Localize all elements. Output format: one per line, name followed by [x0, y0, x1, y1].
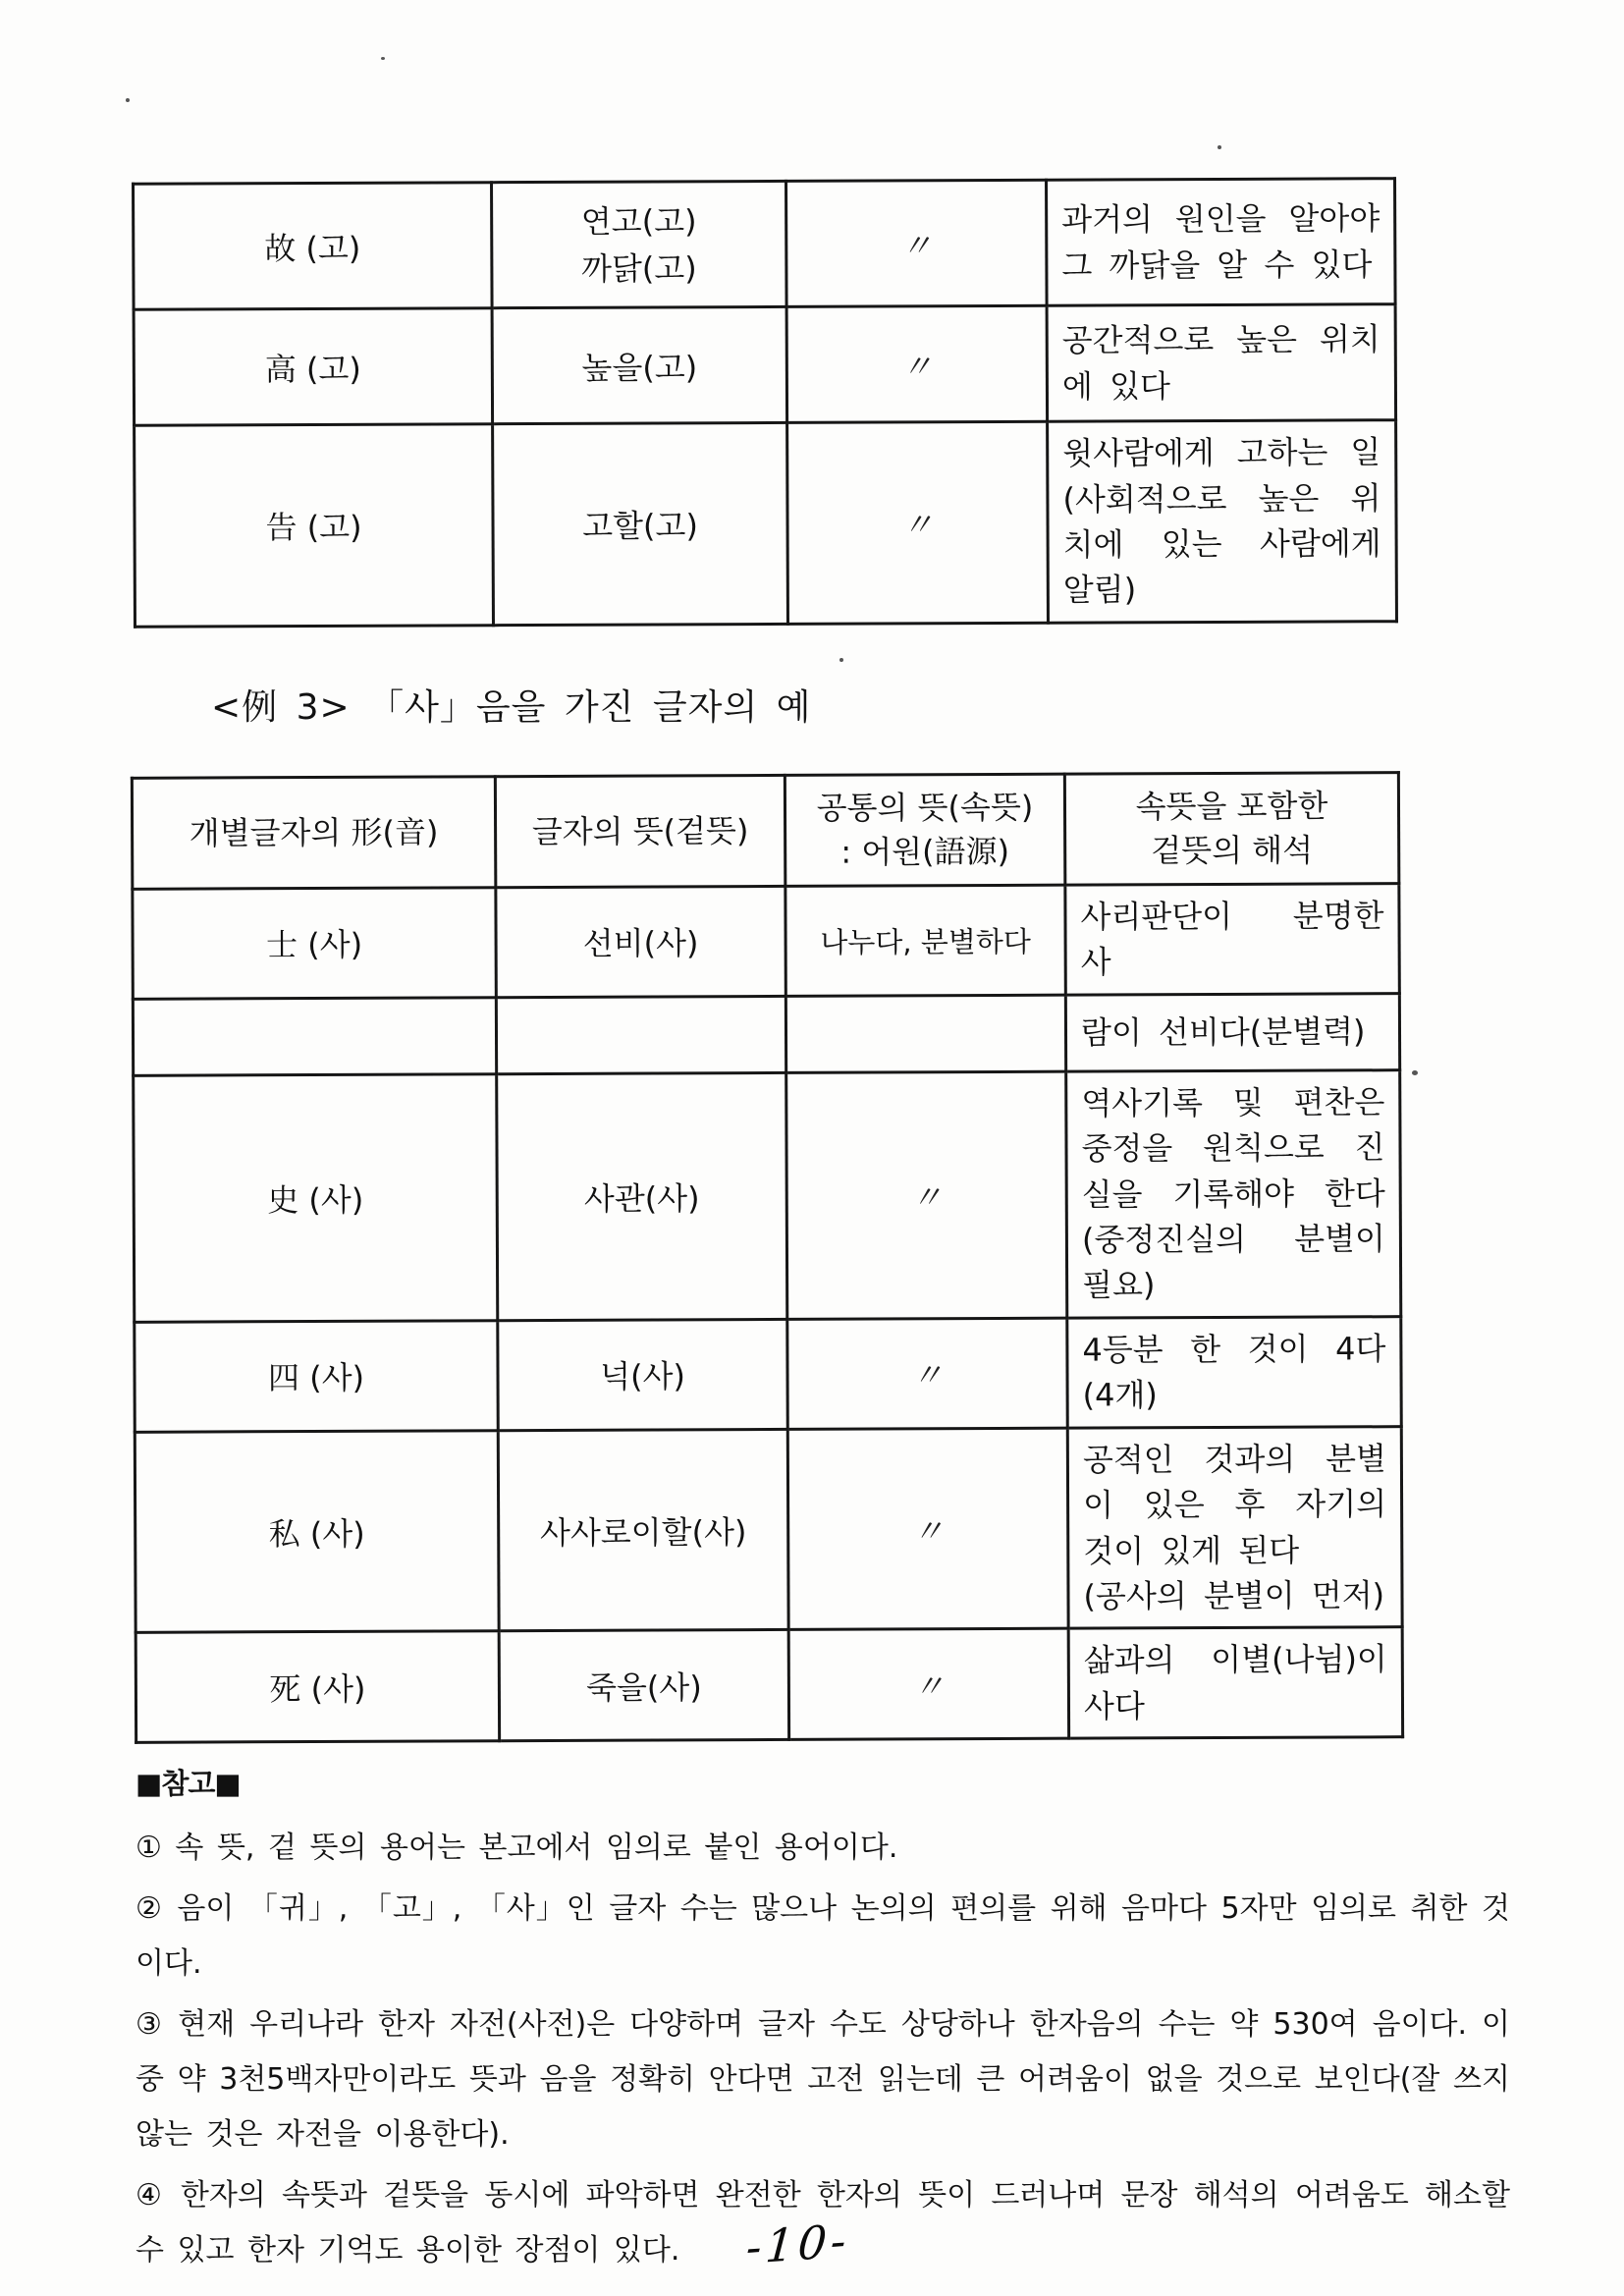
cell-meaning [496, 996, 785, 1073]
cell-interpretation: 과거의 원인을 알아야 그 까닭을 알 수 있다 [1047, 179, 1396, 306]
cell-interpretation: 사리판단이 분명한 사 [1065, 884, 1399, 995]
cell-meaning: 높을(고) [492, 306, 787, 423]
cell-meaning: 연고(고) 까닭(고) [492, 181, 787, 307]
cell-char: 告 (고) [135, 424, 494, 628]
cell-char: 死 (사) [135, 1631, 499, 1742]
cell-interpretation: 4등분 한 것이 4다(4개) [1067, 1316, 1401, 1427]
cell-char [133, 997, 496, 1075]
cell-char: 故 (고) [134, 183, 493, 310]
cell-meaning: 고할(고) [493, 422, 788, 625]
header-interpretation: 속뜻을 포함한 겉뜻의 해석 [1064, 773, 1398, 885]
cell-ditto-mark: 〃 [788, 1628, 1068, 1739]
cell-meaning: 선비(사) [496, 886, 785, 997]
cell-meaning: 죽을(사) [499, 1630, 788, 1741]
cell-interpretation: 역사기록 및 편찬은 중정을 원칙으로 진실을 기록해야 한다(중정진실의 분별이 필요) [1066, 1069, 1401, 1317]
table-row [133, 993, 1399, 1075]
page-number: -10- [744, 2214, 852, 2274]
header-common-meaning: 공통의 뜻(속뜻) : 어원(語源) [785, 774, 1064, 886]
table-header-row [132, 773, 1398, 890]
cell-char: 士 (사) [133, 888, 496, 999]
table-row [135, 1316, 1401, 1432]
section-heading: <例 3> 「사」음을 가진 글자의 예 [211, 687, 812, 728]
cell-ditto-mark: 〃 [787, 421, 1049, 624]
scan-speck [1412, 1070, 1418, 1075]
table-row [133, 884, 1399, 999]
cell-ditto-mark: 〃 [787, 1428, 1068, 1630]
cell-ditto-mark: 〃 [786, 180, 1048, 306]
scan-speck [126, 98, 130, 102]
header-char-form: 개별글자의 形(音) [132, 777, 495, 890]
cell-meaning: 넉(사) [498, 1319, 787, 1430]
cell-interpretation: 삶과의 이별(나뉨)이 사다 [1068, 1627, 1402, 1738]
cell-common: 나누다, 분별하다 [785, 885, 1065, 996]
cell-ditto-mark: 〃 [786, 1071, 1067, 1319]
hanja-table-sa [131, 771, 1404, 1744]
cell-interpretation: 공간적으로 높은 위치에 있다 [1047, 304, 1396, 422]
hanja-table-go [132, 177, 1398, 629]
table-row [135, 1627, 1402, 1742]
notes-title: ■참고■ [135, 1767, 241, 1800]
note-item-3: ③ 현재 우리나라 한자 자전(사전)은 다양하며 글자 수도 상당하나 한자음의 수는 약 530여 음이다. 이 중 약 3천5백자만이라도 뜻과 음을 정확히 안다면 고전 읽는데 큰 어려움이 없을 것으로 보인다(잘 쓰지 않는 것은 자전을 이용한다). [135, 2007, 1510, 2152]
table-row [135, 1426, 1402, 1632]
cell-common [785, 995, 1065, 1072]
scan-speck [381, 57, 385, 60]
cell-char: 四 (사) [135, 1320, 498, 1432]
header-surface-meaning: 글자의 뜻(겉뜻) [495, 775, 785, 887]
cell-interpretation: 공적인 것과의 분별이 있은 후 자기의 것이 있게 된다 (공사의 분별이 먼저) [1067, 1426, 1402, 1628]
scan-speck [839, 658, 843, 662]
note-item-2: ② 음이 「귀」, 「고」, 「사」인 글자 수는 많으나 논의의 편의를 위해 음마다 5자만 임의로 취한 것이다. [135, 1891, 1510, 1981]
reference-notes [135, 1756, 1510, 2284]
note-item-4: ④ 한자의 속뜻과 겉뜻을 동시에 파악하면 완전한 한자의 뜻이 드러나며 문장 해석의 어려움도 해소할 수 있고 한자 기억도 용이한 장점이 있다. [135, 2178, 1510, 2268]
cell-ditto-mark: 〃 [787, 1318, 1067, 1429]
note-item-1: ① 속 뜻, 겉 뜻의 용어는 본고에서 임의로 붙인 용어이다. [135, 1831, 898, 1865]
cell-meaning: 사사로이할(사) [498, 1429, 788, 1631]
cell-ditto-mark: 〃 [786, 305, 1048, 422]
cell-char: 私 (사) [135, 1430, 499, 1632]
cell-char: 史 (사) [134, 1073, 498, 1322]
cell-meaning: 사관(사) [497, 1072, 787, 1320]
cell-interpretation: 람이 선비다(분별력) [1065, 993, 1399, 1070]
table-row [134, 179, 1396, 310]
cell-char: 高 (고) [134, 308, 493, 426]
table-row [135, 420, 1397, 628]
cell-interpretation: 윗사람에게 고하는 일 (사회적으로 높은 위치에 있는 사람에게 알림) [1048, 420, 1397, 624]
table-row [134, 304, 1396, 426]
table-row [134, 1069, 1401, 1322]
scan-speck [1218, 145, 1221, 149]
